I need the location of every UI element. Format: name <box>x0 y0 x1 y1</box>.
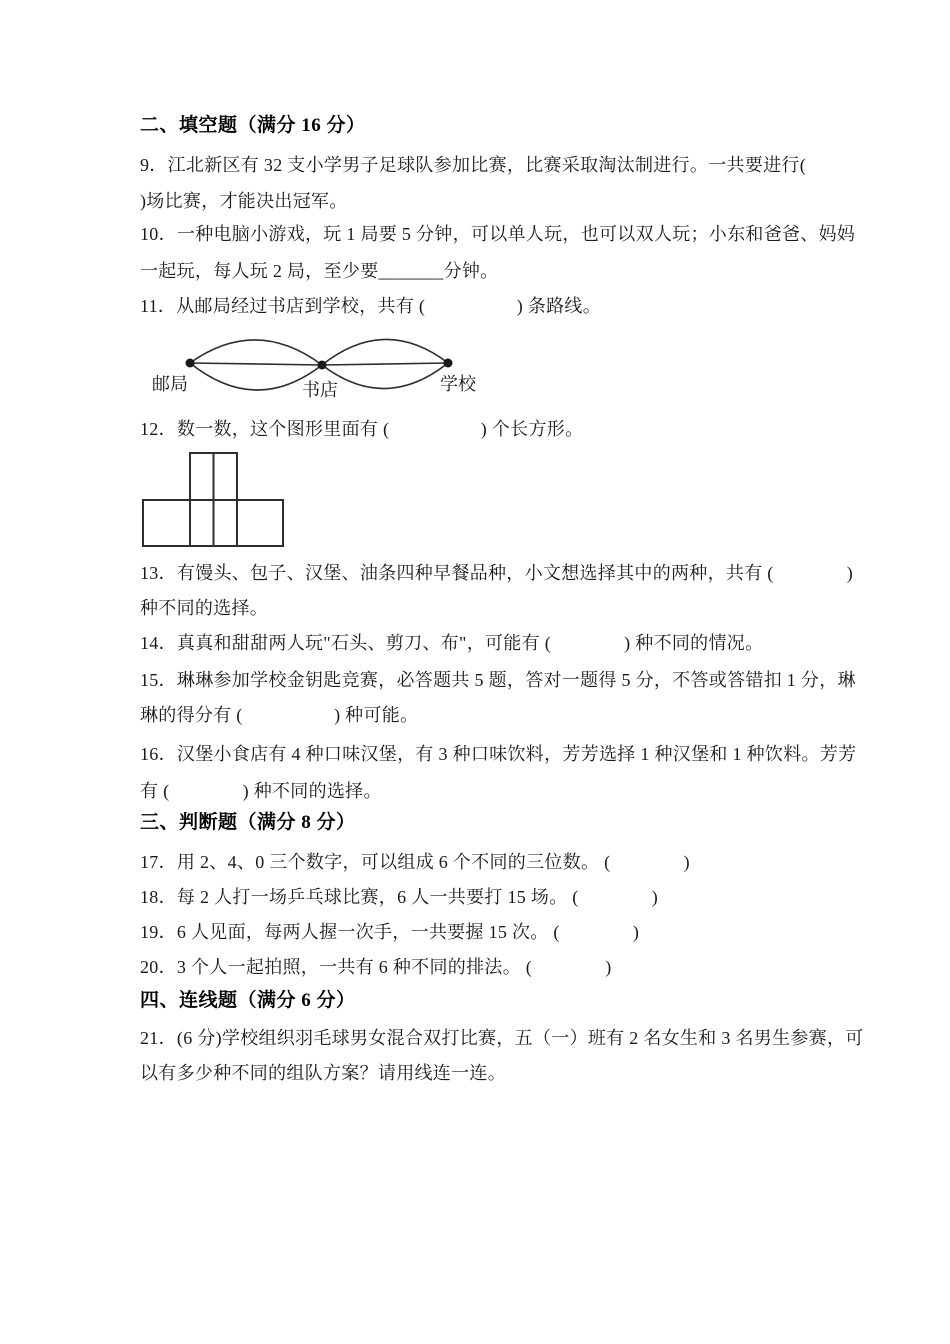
node-post-office <box>186 359 195 368</box>
question-16-line-1: 16．汉堡小食店有 4 种口味汉堡，有 3 种口味饮料，芳芳选择 1 种汉堡和 1 种饮料。芳芳 <box>140 744 857 764</box>
node-school <box>444 359 453 368</box>
question-12-line-1: 12．数一数，这个图形里面有 ( ) 个长方形。 <box>140 419 584 439</box>
question-13-line-1: 13．有馒头、包子、汉堡、油条四种早餐品种，小文想选择其中的两种，共有 ( ) <box>140 563 854 583</box>
question-14-line-1: 14．真真和甜甜两人玩"石头、剪刀、布"，可能有 ( ) 种不同的情况。 <box>140 633 764 653</box>
rectangles-figure <box>140 450 300 550</box>
question-10-line-2: 一起玩，每人玩 2 局，至少要_______分钟。 <box>140 261 499 281</box>
routes-diagram <box>140 315 480 420</box>
question-10-line-1: 10．一种电脑小游戏，玩 1 局要 5 分钟，可以单人玩，也可以双人玩；小东和爸爸、妈妈 <box>140 224 856 244</box>
label-bookstore: 书店 <box>302 380 338 400</box>
question-20-line-1: 20．3 个人一起拍照，一共有 6 种不同的排法。 ( ) <box>140 957 612 977</box>
question-11-line-1: 11．从邮局经过书店到学校，共有 ( ) 条路线。 <box>140 296 602 316</box>
question-17-line-1: 17．用 2、4、0 三个数字，可以组成 6 个不同的三位数。 ( ) <box>140 852 690 872</box>
label-post-office: 邮局 <box>152 374 188 394</box>
question-9-line-2: )场比赛，才能决出冠军。 <box>140 191 348 211</box>
question-16-line-2: 有 ( ) 种不同的选择。 <box>140 781 382 801</box>
section-heading-fill-blank: 二、填空题（满分 16 分） <box>140 115 366 136</box>
question-19-line-1: 19．6 人见面，每两人握一次手，一共要握 15 次。 ( ) <box>140 922 640 942</box>
section-heading-connect: 四、连线题（满分 6 分） <box>140 990 356 1011</box>
question-21-line-2: 以有多少种不同的组队方案？请用线连一连。 <box>140 1063 506 1083</box>
question-13-line-2: 种不同的选择。 <box>140 598 269 618</box>
route-right-top-arc <box>322 339 448 365</box>
label-school: 学校 <box>440 374 476 394</box>
question-15-line-2: 琳的得分有 ( ) 种可能。 <box>140 705 419 725</box>
question-9-line-1: 9．江北新区有 32 支小学男子足球队参加比赛，比赛采取淘汰制进行。一共要进行( <box>140 155 806 175</box>
question-21-line-1: 21．(6 分)学校组织羽毛球男女混合双打比赛，五（一）班有 2 名女生和 3 名男生参赛，可 <box>140 1028 864 1048</box>
question-15-line-1: 15．琳琳参加学校金钥匙竞赛，必答题共 5 题，答对一题得 5 分，不答或答错扣 1 分，琳 <box>140 670 856 690</box>
route-right-bottom-arc <box>322 363 448 389</box>
section-heading-judge: 三、判断题（满分 8 分） <box>140 812 356 833</box>
question-18-line-1: 18．每 2 人打一场乒乓球比赛，6 人一共要打 15 场。 ( ) <box>140 887 659 907</box>
route-left-top-arc <box>190 340 322 365</box>
node-bookstore <box>318 361 327 370</box>
